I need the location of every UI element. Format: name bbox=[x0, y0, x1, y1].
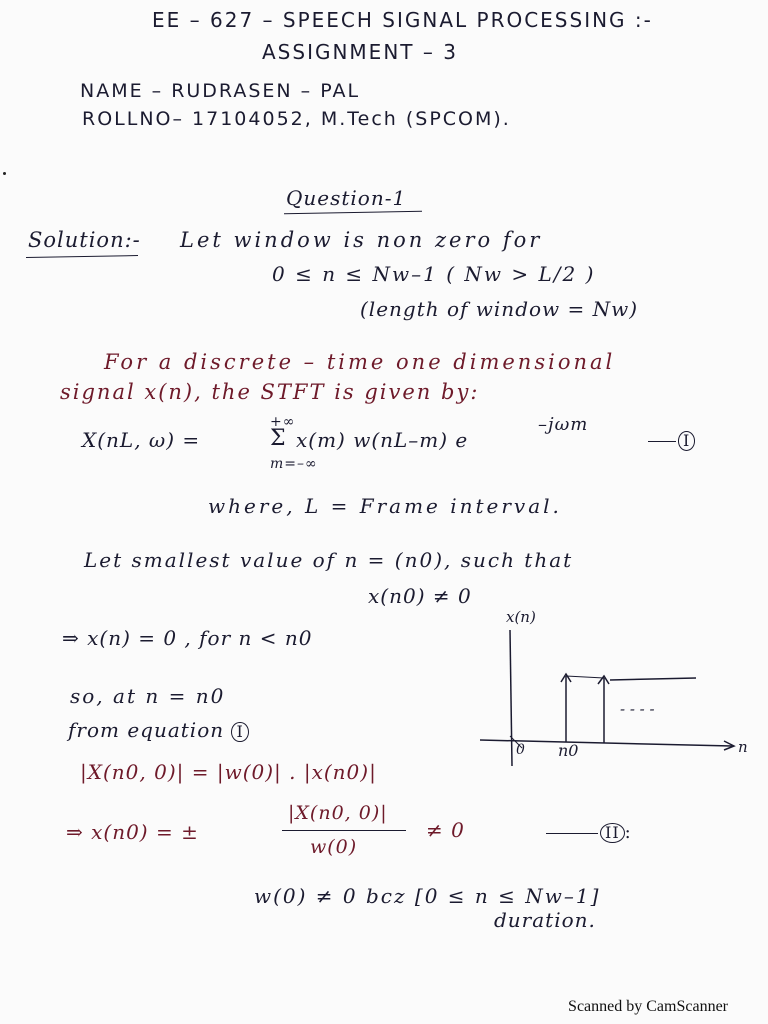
roll-number: ROLLNO– 17104052, M.Tech (SPCOM). bbox=[82, 108, 511, 130]
graph-y-label: x(n) bbox=[506, 608, 536, 626]
at-n0-statement: so, at n = n0 bbox=[70, 684, 226, 708]
fraction-bar bbox=[282, 830, 406, 831]
stft-intro-line1: For a discrete – time one dimensional bbox=[104, 350, 616, 374]
sum-upper-limit: +∞ bbox=[270, 414, 296, 430]
scan-speck bbox=[3, 172, 6, 175]
from-equation-label: from equation I bbox=[68, 718, 249, 742]
x-n0-nonzero: ≠ 0 bbox=[426, 818, 465, 842]
stft-equation-body: x(m) w(nL–m) e bbox=[296, 428, 469, 452]
frame-interval-note: where, L = Frame interval. bbox=[208, 494, 562, 518]
sum-sigma: Σ bbox=[270, 426, 287, 451]
stft-exponent: –jωm bbox=[538, 414, 589, 435]
solution-label: Solution:- bbox=[28, 228, 141, 252]
graph-origin-label: 0 bbox=[516, 742, 525, 758]
stft-equation-lhs: X(nL, ω) = bbox=[82, 428, 201, 452]
x-n0-denominator: w(0) bbox=[310, 836, 358, 858]
student-name: NAME – RUDRASEN – PAL bbox=[80, 80, 361, 102]
assignment-title: EE – 627 – SPEECH SIGNAL PROCESSING :- bbox=[152, 8, 653, 32]
graph-x-label: n bbox=[738, 738, 748, 756]
signal-level bbox=[610, 678, 696, 680]
y-axis bbox=[510, 630, 512, 766]
equation-tag-2: II : bbox=[546, 822, 632, 843]
window-length: (length of window = Nw) bbox=[360, 297, 639, 321]
duration-label: duration. bbox=[494, 908, 596, 932]
w0-nonzero-reason: w(0) ≠ 0 bcz [0 ≤ n ≤ Nw–1] bbox=[254, 884, 601, 908]
x-n0-numerator: |X(n0, 0)| bbox=[288, 802, 388, 824]
smallest-n-statement: Let smallest value of n = (n0), such that bbox=[84, 548, 574, 572]
window-statement: Let window is non zero for bbox=[180, 228, 543, 252]
signal-sketch-graph bbox=[470, 600, 760, 770]
x-n0-equation-lhs: ⇒ x(n0) = ± bbox=[66, 820, 199, 844]
sum-lower-limit: m=–∞ bbox=[270, 456, 318, 472]
magnitude-equation: |X(n0, 0)| = |w(0)| . |x(n0)| bbox=[80, 760, 377, 784]
equation-tag-1: I bbox=[648, 430, 695, 451]
question-title: Question-1 bbox=[286, 186, 407, 210]
graph-n0-label: n0 bbox=[558, 741, 579, 760]
scanner-watermark: Scanned by CamScanner bbox=[568, 998, 728, 1015]
window-range: 0 ≤ n ≤ Nw–1 ( Nw > L/2 ) bbox=[272, 262, 596, 286]
stem-top-link bbox=[566, 676, 604, 678]
zero-before-n0: ⇒ x(n) = 0 , for n < n0 bbox=[62, 626, 313, 650]
question-title-underline bbox=[284, 211, 422, 214]
graph-continuation-dashes: - - - - bbox=[620, 700, 655, 718]
solution-label-underline bbox=[26, 255, 138, 258]
stft-intro-line2: signal x(n), the STFT is given by: bbox=[60, 380, 480, 404]
nonzero-condition: x(n0) ≠ 0 bbox=[368, 584, 472, 608]
assignment-number: ASSIGNMENT – 3 bbox=[262, 40, 458, 64]
